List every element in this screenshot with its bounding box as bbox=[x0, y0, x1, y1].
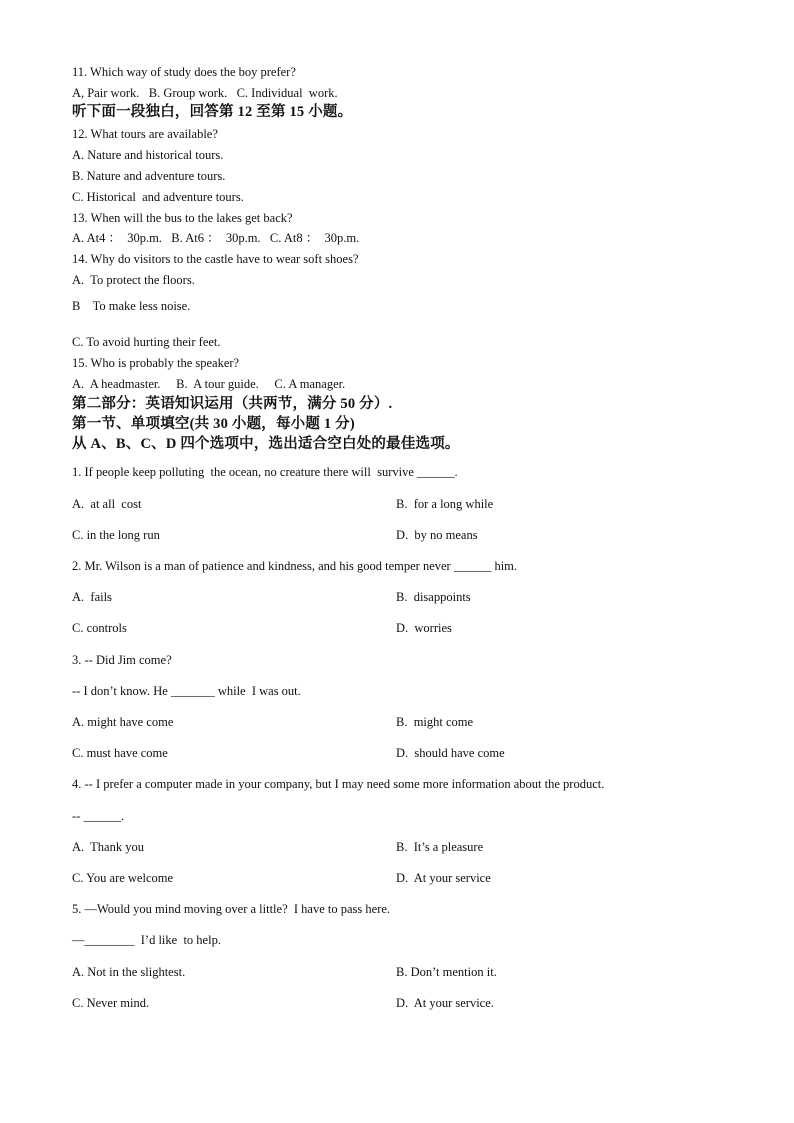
q2-option-a: A. fails bbox=[72, 590, 112, 604]
part2-heading: 第二部分：英语知识运用（共两节，满分 50 分）. bbox=[72, 396, 393, 412]
q13-options: A. At4 ： 30p.m. B. At6 ： 30p.m. C. At8 ： 30p.m. bbox=[72, 231, 360, 245]
section1-heading: 第一节、单项填空(共 30 小题，每小题 1 分) bbox=[72, 416, 355, 432]
q1-option-d: D. by no means bbox=[396, 528, 478, 542]
q14-option-b: B To make less noise. bbox=[72, 299, 191, 313]
q3-stem: 3. -- Did Jim come? bbox=[72, 653, 172, 667]
q4-option-d: D. At your service bbox=[396, 871, 491, 885]
q4-option-a: A. Thank you bbox=[72, 840, 144, 854]
q4-option-c: C. You are welcome bbox=[72, 871, 174, 885]
q12-option-c: C. Historical and adventure tours. bbox=[72, 190, 244, 204]
q5-option-a: A. Not in the slightest. bbox=[72, 965, 186, 979]
q12-question: 12. What tours are available? bbox=[72, 127, 218, 141]
q14-option-c: C. To avoid hurting their feet. bbox=[72, 335, 221, 349]
q13-question: 13. When will the bus to the lakes get back? bbox=[72, 211, 293, 225]
q4-stem: 4. -- I prefer a computer made in your company, but I may need some more information about the product. bbox=[72, 777, 605, 791]
instruction-12-15: 听下面一段独白，回答第 12 至第 15 小题。 bbox=[72, 104, 353, 120]
q5-option-c: C. Never mind. bbox=[72, 996, 150, 1010]
q5-option-d: D. At your service. bbox=[396, 996, 494, 1010]
q1-option-c: C. in the long run bbox=[72, 528, 160, 542]
q11-options: A, Pair work. B. Group work. C. Individual work. bbox=[72, 86, 338, 100]
q3-option-a: A. might have come bbox=[72, 715, 174, 729]
q3-option-b: B. might come bbox=[396, 715, 474, 729]
q2-stem: 2. Mr. Wilson is a man of patience and kindness, and his good temper never ______ him. bbox=[72, 559, 518, 573]
q14-option-a: A. To protect the floors. bbox=[72, 273, 195, 287]
q5-stem-reply: —________ I’d like to help. bbox=[72, 933, 221, 947]
q2-option-c: C. controls bbox=[72, 621, 127, 635]
q4-stem-reply: -- ______. bbox=[72, 809, 125, 823]
q3-option-d: D. should have come bbox=[396, 746, 505, 760]
q12-option-b: B. Nature and adventure tours. bbox=[72, 169, 226, 183]
q3-option-c: C. must have come bbox=[72, 746, 168, 760]
q1-stem: 1. If people keep polluting the ocean, no creature there will survive ______. bbox=[72, 465, 458, 479]
q4-option-b: B. It’s a pleasure bbox=[396, 840, 484, 854]
q14-question: 14. Why do visitors to the castle have to wear soft shoes? bbox=[72, 252, 359, 266]
q15-question: 15. Who is probably the speaker? bbox=[72, 356, 240, 370]
q3-stem-reply: -- I don’t know. He _______ while I was out. bbox=[72, 684, 301, 698]
q11-question: 11. Which way of study does the boy prefer? bbox=[72, 65, 296, 79]
q15-options: A. A headmaster. B. A tour guide. C. A manager. bbox=[72, 377, 346, 391]
q1-option-a: A. at all cost bbox=[72, 497, 142, 511]
q5-stem: 5. —Would you mind moving over a little? I have to pass here. bbox=[72, 902, 391, 916]
section1-instruction: 从 A、B、C、D 四个选项中，选出适合空白处的最佳选项。 bbox=[72, 436, 460, 452]
q12-option-a: A. Nature and historical tours. bbox=[72, 148, 224, 162]
q2-option-d: D. worries bbox=[396, 621, 452, 635]
q2-option-b: B. disappoints bbox=[396, 590, 471, 604]
q1-option-b: B. for a long while bbox=[396, 497, 494, 511]
q5-option-b: B. Don’t mention it. bbox=[396, 965, 497, 979]
